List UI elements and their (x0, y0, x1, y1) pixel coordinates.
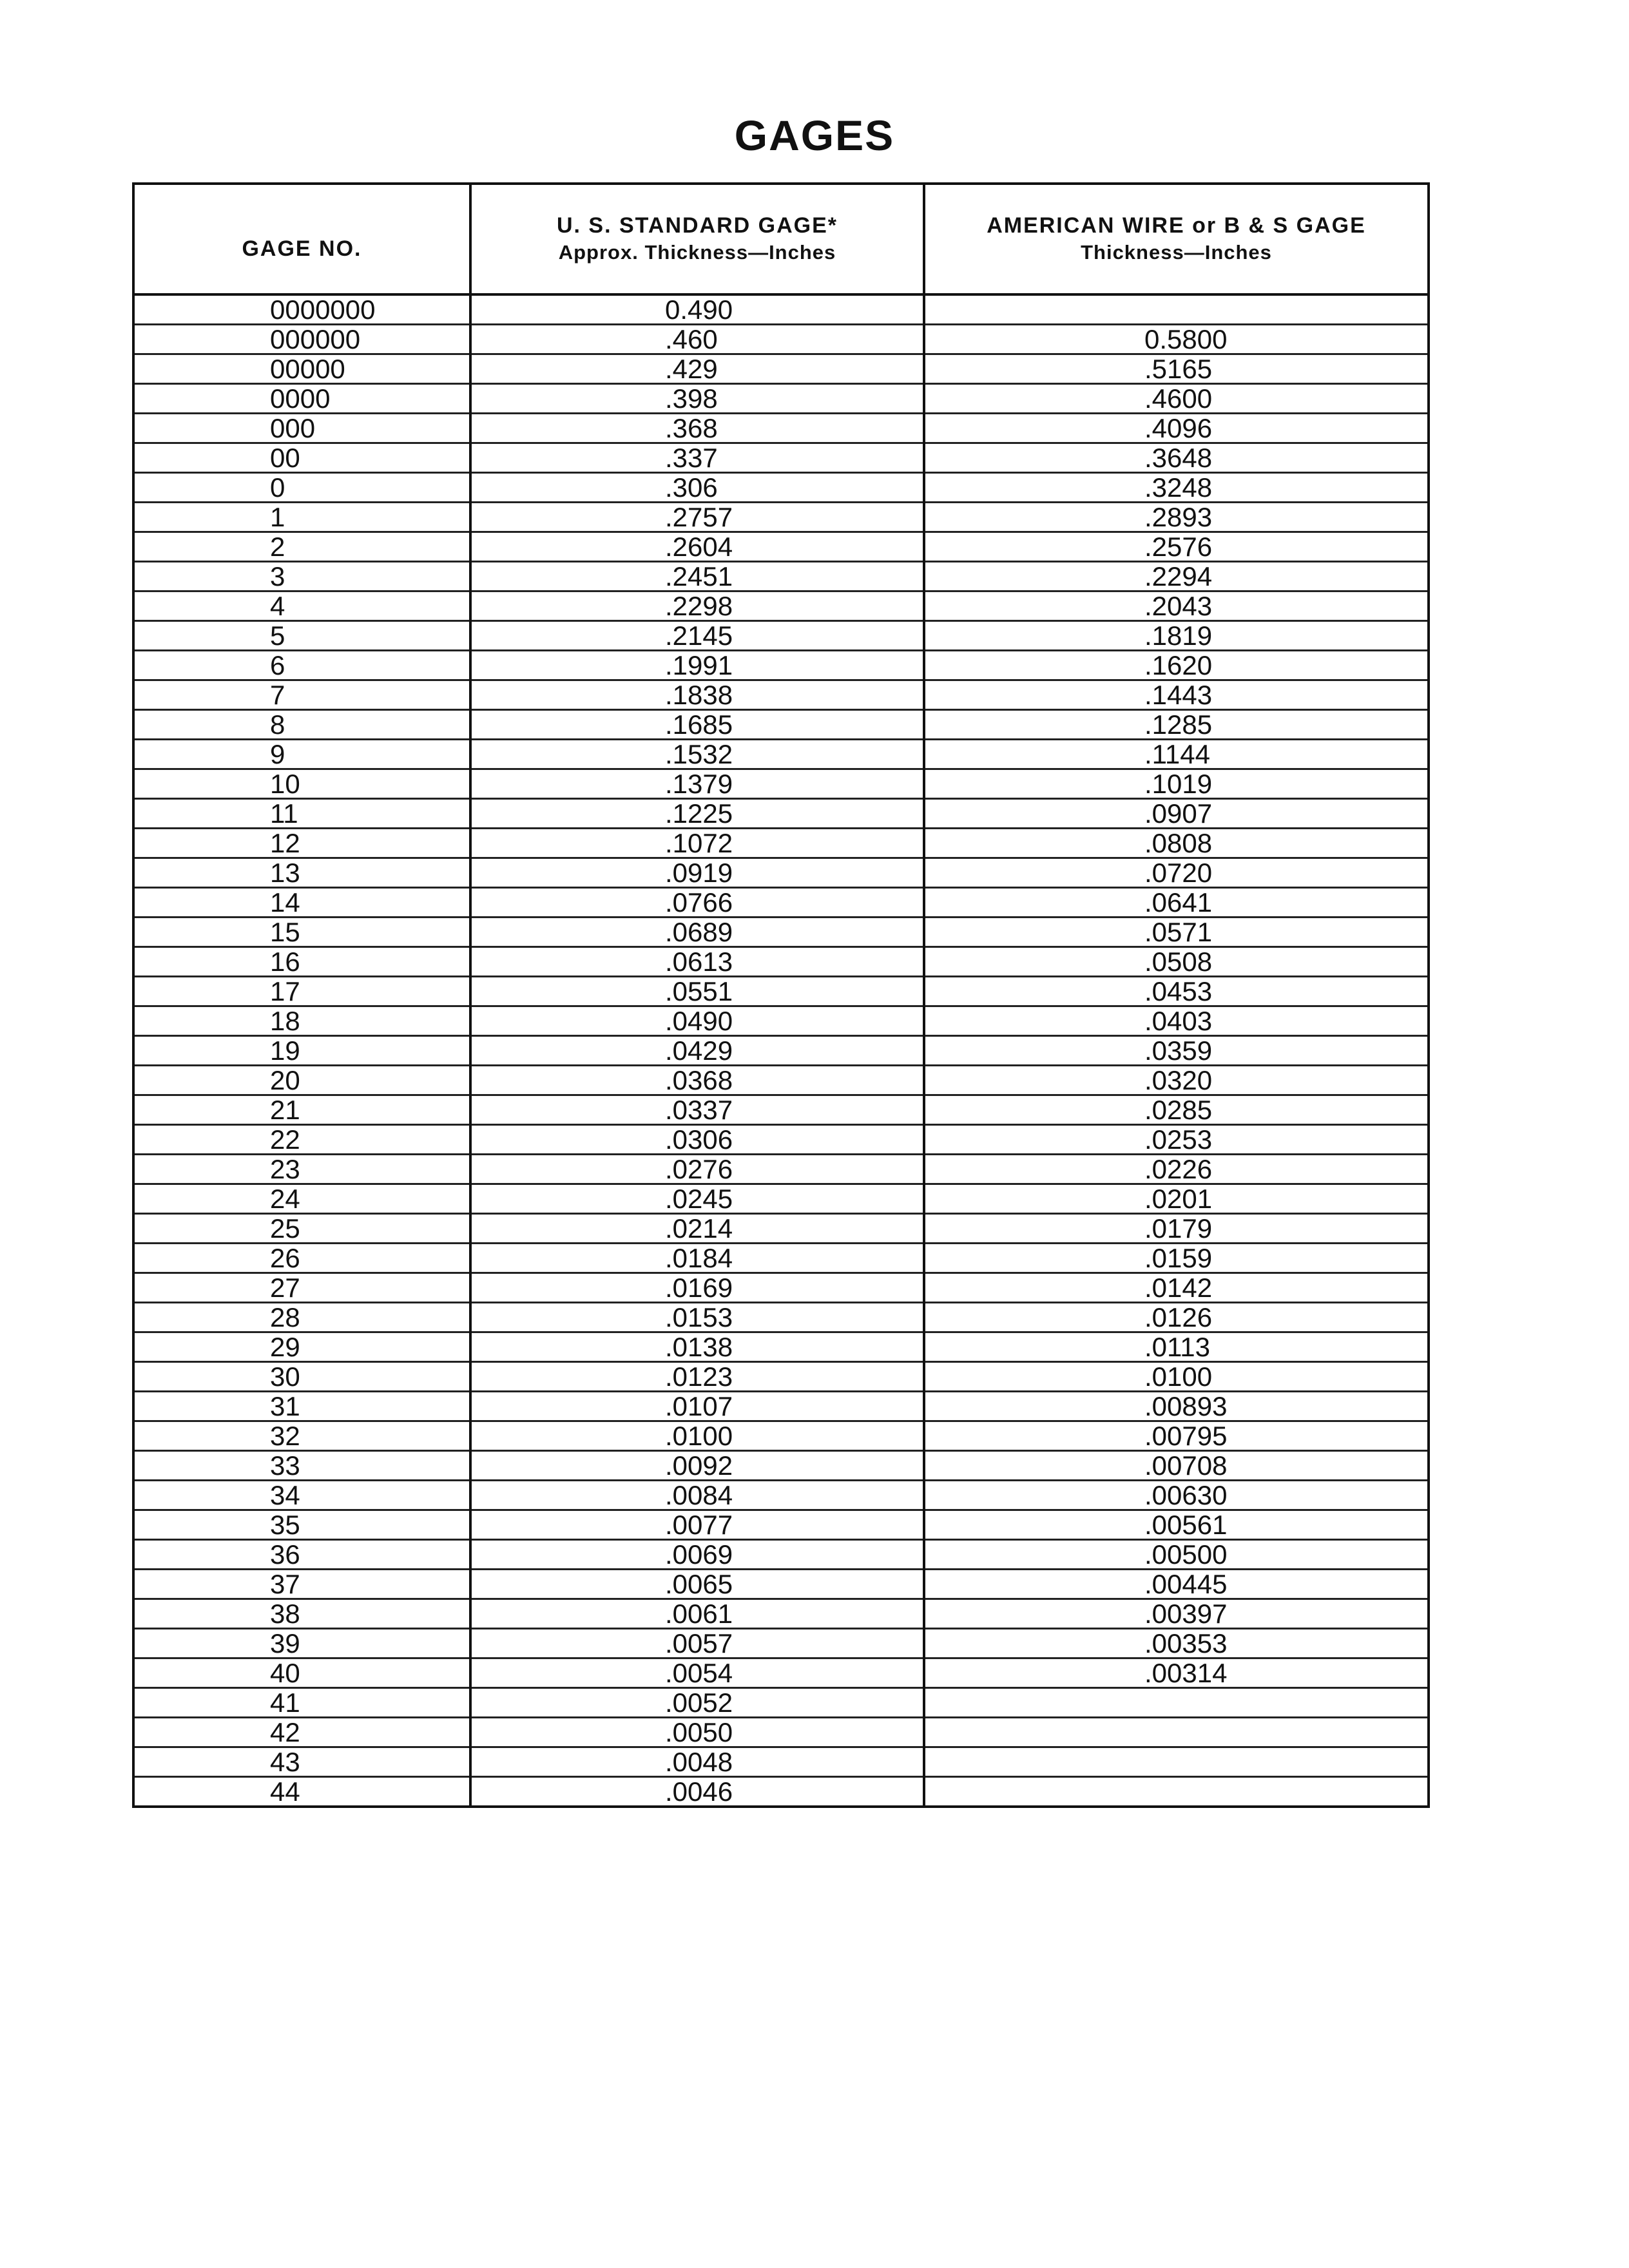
american-wire-thickness-cell: .4096 (924, 414, 1429, 443)
us-standard-thickness-cell: .0490 (470, 1006, 924, 1036)
table-row (133, 591, 1429, 621)
american-wire-thickness-cell (924, 1688, 1429, 1718)
table-header (133, 184, 1429, 294)
us-standard-thickness-cell: .0107 (470, 1392, 924, 1421)
american-wire-thickness-cell: .0320 (924, 1066, 1429, 1095)
us-standard-thickness-cell: .0061 (470, 1599, 924, 1629)
gage-number-cell: 40 (133, 1658, 470, 1688)
us-standard-thickness-cell: .0077 (470, 1510, 924, 1540)
gage-number-cell: 15 (133, 918, 470, 947)
american-wire-thickness-cell: .2893 (924, 503, 1429, 532)
us-standard-thickness-cell: .0084 (470, 1481, 924, 1510)
american-wire-thickness-cell: .0201 (924, 1184, 1429, 1214)
american-wire-thickness-cell: .0179 (924, 1214, 1429, 1244)
american-wire-thickness-cell: .0641 (924, 888, 1429, 918)
us-standard-header-label: U. S. STANDARD GAGE* (556, 213, 838, 238)
gage-number-cell: 18 (133, 1006, 470, 1036)
us-standard-thickness-cell: .0065 (470, 1570, 924, 1599)
gage-number-cell: 29 (133, 1332, 470, 1362)
table-row (133, 562, 1429, 591)
table-row (133, 1244, 1429, 1273)
us-standard-thickness-cell: .0048 (470, 1747, 924, 1777)
gage-no-header (133, 184, 470, 294)
table-row (133, 1747, 1429, 1777)
us-standard-thickness-cell: .0057 (470, 1629, 924, 1658)
table-row (133, 1006, 1429, 1036)
gage-number-cell: 17 (133, 977, 470, 1006)
gage-number-cell: 34 (133, 1481, 470, 1510)
table-row (133, 1184, 1429, 1214)
table-row (133, 651, 1429, 680)
american-wire-thickness-cell: .1620 (924, 651, 1429, 680)
american-wire-thickness-cell: .2576 (924, 532, 1429, 562)
gage-number-cell: 13 (133, 858, 470, 888)
us-standard-thickness-cell: .0337 (470, 1095, 924, 1125)
us-standard-header-sublabel: Approx. Thickness—Inches (558, 241, 836, 264)
us-standard-thickness-cell: .0766 (470, 888, 924, 918)
us-standard-thickness-cell: .0919 (470, 858, 924, 888)
table-row (133, 1658, 1429, 1688)
gage-number-cell: 27 (133, 1273, 470, 1303)
table-row (133, 1718, 1429, 1747)
gage-number-cell: 12 (133, 829, 470, 858)
american-wire-thickness-cell: .0720 (924, 858, 1429, 888)
american-wire-thickness-cell: .5165 (924, 354, 1429, 384)
us-standard-thickness-cell: .0046 (470, 1777, 924, 1807)
us-standard-thickness-cell: .0689 (470, 918, 924, 947)
table-row (133, 769, 1429, 799)
us-standard-thickness-cell: .0429 (470, 1036, 924, 1066)
gage-number-cell: 25 (133, 1214, 470, 1244)
gage-number-cell: 000000 (133, 325, 470, 354)
table-row (133, 1510, 1429, 1540)
table-row (133, 503, 1429, 532)
us-standard-thickness-cell: .0100 (470, 1421, 924, 1451)
us-standard-thickness-cell: .0613 (470, 947, 924, 977)
american-wire-thickness-cell: .0403 (924, 1006, 1429, 1036)
american-wire-thickness-cell (924, 1718, 1429, 1747)
american-wire-thickness-cell: .0453 (924, 977, 1429, 1006)
us-standard-thickness-cell: .398 (470, 384, 924, 414)
american-wire-thickness-cell: 0.5800 (924, 325, 1429, 354)
gage-number-cell: 22 (133, 1125, 470, 1155)
table-row (133, 325, 1429, 354)
gage-number-cell: 43 (133, 1747, 470, 1777)
gage-number-cell: 1 (133, 503, 470, 532)
table-row (133, 1214, 1429, 1244)
us-standard-thickness-cell: .0184 (470, 1244, 924, 1273)
american-wire-thickness-cell: .00708 (924, 1451, 1429, 1481)
gage-number-cell: 10 (133, 769, 470, 799)
gage-number-cell: 9 (133, 740, 470, 769)
american-wire-thickness-cell: .00445 (924, 1570, 1429, 1599)
gage-number-cell: 35 (133, 1510, 470, 1540)
us-standard-thickness-cell: .0123 (470, 1362, 924, 1392)
american-wire-thickness-cell: .00630 (924, 1481, 1429, 1510)
american-wire-thickness-cell: .4600 (924, 384, 1429, 414)
table-row (133, 354, 1429, 384)
us-standard-thickness-cell: .337 (470, 443, 924, 473)
table-row (133, 1392, 1429, 1421)
table-row (133, 1036, 1429, 1066)
gage-number-cell: 5 (133, 621, 470, 651)
american-wire-thickness-cell: .00353 (924, 1629, 1429, 1658)
american-wire-thickness-cell: .1819 (924, 621, 1429, 651)
american-wire-thickness-cell: .3248 (924, 473, 1429, 503)
american-wire-header-label: AMERICAN WIRE or B & S GAGE (987, 213, 1366, 238)
us-standard-thickness-cell: .0054 (470, 1658, 924, 1688)
gage-number-cell: 42 (133, 1718, 470, 1747)
american-wire-thickness-cell: .3648 (924, 443, 1429, 473)
american-wire-header-sublabel: Thickness—Inches (1081, 241, 1272, 264)
gage-number-cell: 00000 (133, 354, 470, 384)
gage-number-cell: 36 (133, 1540, 470, 1570)
american-wire-thickness-cell: .0907 (924, 799, 1429, 829)
american-wire-thickness-cell: .00500 (924, 1540, 1429, 1570)
gage-number-cell: 30 (133, 1362, 470, 1392)
us-standard-thickness-cell: .2451 (470, 562, 924, 591)
gage-number-cell: 23 (133, 1155, 470, 1184)
american-wire-thickness-cell (924, 1777, 1429, 1807)
table-row (133, 1540, 1429, 1570)
table-row (133, 947, 1429, 977)
us-standard-thickness-cell: .0245 (470, 1184, 924, 1214)
american-wire-thickness-cell: .0113 (924, 1332, 1429, 1362)
american-wire-thickness-cell: .0100 (924, 1362, 1429, 1392)
table-row (133, 1095, 1429, 1125)
gage-number-cell: 7 (133, 680, 470, 710)
american-wire-thickness-cell: .2043 (924, 591, 1429, 621)
gage-number-cell: 6 (133, 651, 470, 680)
gage-number-cell: 44 (133, 1777, 470, 1807)
table-row (133, 294, 1429, 325)
gage-number-cell: 24 (133, 1184, 470, 1214)
gage-no-header-label: GAGE NO. (242, 236, 362, 261)
gage-number-cell: 11 (133, 799, 470, 829)
gage-number-cell: 21 (133, 1095, 470, 1125)
american-wire-thickness-cell: .0142 (924, 1273, 1429, 1303)
table-row (133, 1066, 1429, 1095)
us-standard-thickness-cell: .0069 (470, 1540, 924, 1570)
gage-number-cell: 32 (133, 1421, 470, 1451)
american-wire-thickness-cell: .0226 (924, 1155, 1429, 1184)
us-standard-thickness-cell: .0138 (470, 1332, 924, 1362)
table-row (133, 740, 1429, 769)
table-row (133, 918, 1429, 947)
us-standard-thickness-cell: .1838 (470, 680, 924, 710)
table-row (133, 1273, 1429, 1303)
gage-number-cell: 38 (133, 1599, 470, 1629)
american-wire-thickness-cell (924, 294, 1429, 325)
us-standard-thickness-cell: .2145 (470, 621, 924, 651)
american-wire-thickness-cell: .00397 (924, 1599, 1429, 1629)
gage-number-cell: 00 (133, 443, 470, 473)
american-wire-thickness-cell: .0571 (924, 918, 1429, 947)
table-body (133, 294, 1429, 1807)
gage-number-cell: 3 (133, 562, 470, 591)
table-row (133, 1777, 1429, 1807)
table-row (133, 414, 1429, 443)
us-standard-thickness-cell: .429 (470, 354, 924, 384)
us-standard-header (470, 184, 924, 294)
gage-number-cell: 14 (133, 888, 470, 918)
gage-number-cell: 19 (133, 1036, 470, 1066)
us-standard-thickness-cell: .0052 (470, 1688, 924, 1718)
table-row (133, 1481, 1429, 1510)
table-row (133, 1629, 1429, 1658)
table-row (133, 680, 1429, 710)
table-row (133, 473, 1429, 503)
table-row (133, 829, 1429, 858)
american-wire-thickness-cell: .00795 (924, 1421, 1429, 1451)
gage-number-cell: 20 (133, 1066, 470, 1095)
table-row (133, 1155, 1429, 1184)
us-standard-thickness-cell: .368 (470, 414, 924, 443)
us-standard-thickness-cell: .0169 (470, 1273, 924, 1303)
table-row (133, 799, 1429, 829)
gage-number-cell: 0000000 (133, 294, 470, 325)
american-wire-thickness-cell: .1443 (924, 680, 1429, 710)
us-standard-thickness-cell: .306 (470, 473, 924, 503)
gage-number-cell: 0000 (133, 384, 470, 414)
gage-number-cell: 28 (133, 1303, 470, 1332)
us-standard-thickness-cell: .0153 (470, 1303, 924, 1332)
american-wire-thickness-cell: .0126 (924, 1303, 1429, 1332)
american-wire-thickness-cell: .1144 (924, 740, 1429, 769)
us-standard-thickness-cell: .2757 (470, 503, 924, 532)
gage-number-cell: 8 (133, 710, 470, 740)
us-standard-thickness-cell: .1532 (470, 740, 924, 769)
table-row (133, 1303, 1429, 1332)
us-standard-thickness-cell: .0092 (470, 1451, 924, 1481)
american-wire-thickness-cell: .1285 (924, 710, 1429, 740)
american-wire-thickness-cell: .0253 (924, 1125, 1429, 1155)
header-row (133, 184, 1429, 294)
gage-number-cell: 41 (133, 1688, 470, 1718)
gage-number-cell: 37 (133, 1570, 470, 1599)
american-wire-thickness-cell: .0285 (924, 1095, 1429, 1125)
table-row (133, 1332, 1429, 1362)
american-wire-thickness-cell: .0159 (924, 1244, 1429, 1273)
us-standard-thickness-cell: 0.490 (470, 294, 924, 325)
us-standard-thickness-cell: .0276 (470, 1155, 924, 1184)
gage-number-cell: 000 (133, 414, 470, 443)
american-wire-thickness-cell: .1019 (924, 769, 1429, 799)
us-standard-thickness-cell: .1072 (470, 829, 924, 858)
gage-number-cell: 39 (133, 1629, 470, 1658)
table-row (133, 1688, 1429, 1718)
table-row (133, 1125, 1429, 1155)
gage-number-cell: 31 (133, 1392, 470, 1421)
gage-number-cell: 16 (133, 947, 470, 977)
us-standard-thickness-cell: .1991 (470, 651, 924, 680)
us-standard-thickness-cell: .1379 (470, 769, 924, 799)
table-row (133, 710, 1429, 740)
gage-number-cell: 2 (133, 532, 470, 562)
gage-number-cell: 26 (133, 1244, 470, 1273)
american-wire-thickness-cell: .00893 (924, 1392, 1429, 1421)
american-wire-thickness-cell: .0359 (924, 1036, 1429, 1066)
us-standard-thickness-cell: .2604 (470, 532, 924, 562)
us-standard-thickness-cell: .2298 (470, 591, 924, 621)
american-wire-thickness-cell: .00561 (924, 1510, 1429, 1540)
table-row (133, 858, 1429, 888)
us-standard-thickness-cell: .0551 (470, 977, 924, 1006)
american-wire-thickness-cell (924, 1747, 1429, 1777)
table-row (133, 1362, 1429, 1392)
american-wire-thickness-cell: .0508 (924, 947, 1429, 977)
american-wire-header (924, 184, 1429, 294)
us-standard-thickness-cell: .1225 (470, 799, 924, 829)
american-wire-thickness-cell: .2294 (924, 562, 1429, 591)
table-row (133, 1570, 1429, 1599)
us-standard-thickness-cell: .0306 (470, 1125, 924, 1155)
american-wire-thickness-cell: .0808 (924, 829, 1429, 858)
us-standard-thickness-cell: .0368 (470, 1066, 924, 1095)
table-row (133, 1421, 1429, 1451)
table-row (133, 888, 1429, 918)
table-row (133, 621, 1429, 651)
us-standard-thickness-cell: .460 (470, 325, 924, 354)
table-row (133, 1451, 1429, 1481)
gage-number-cell: 4 (133, 591, 470, 621)
page-title: GAGES (734, 111, 895, 159)
us-standard-thickness-cell: .1685 (470, 710, 924, 740)
gage-number-cell: 0 (133, 473, 470, 503)
table-row (133, 384, 1429, 414)
table-row (133, 532, 1429, 562)
us-standard-thickness-cell: .0214 (470, 1214, 924, 1244)
table-row (133, 977, 1429, 1006)
table-row (133, 443, 1429, 473)
table-row (133, 1599, 1429, 1629)
us-standard-thickness-cell: .0050 (470, 1718, 924, 1747)
gage-number-cell: 33 (133, 1451, 470, 1481)
american-wire-thickness-cell: .00314 (924, 1658, 1429, 1688)
gage-table (132, 182, 1430, 1808)
